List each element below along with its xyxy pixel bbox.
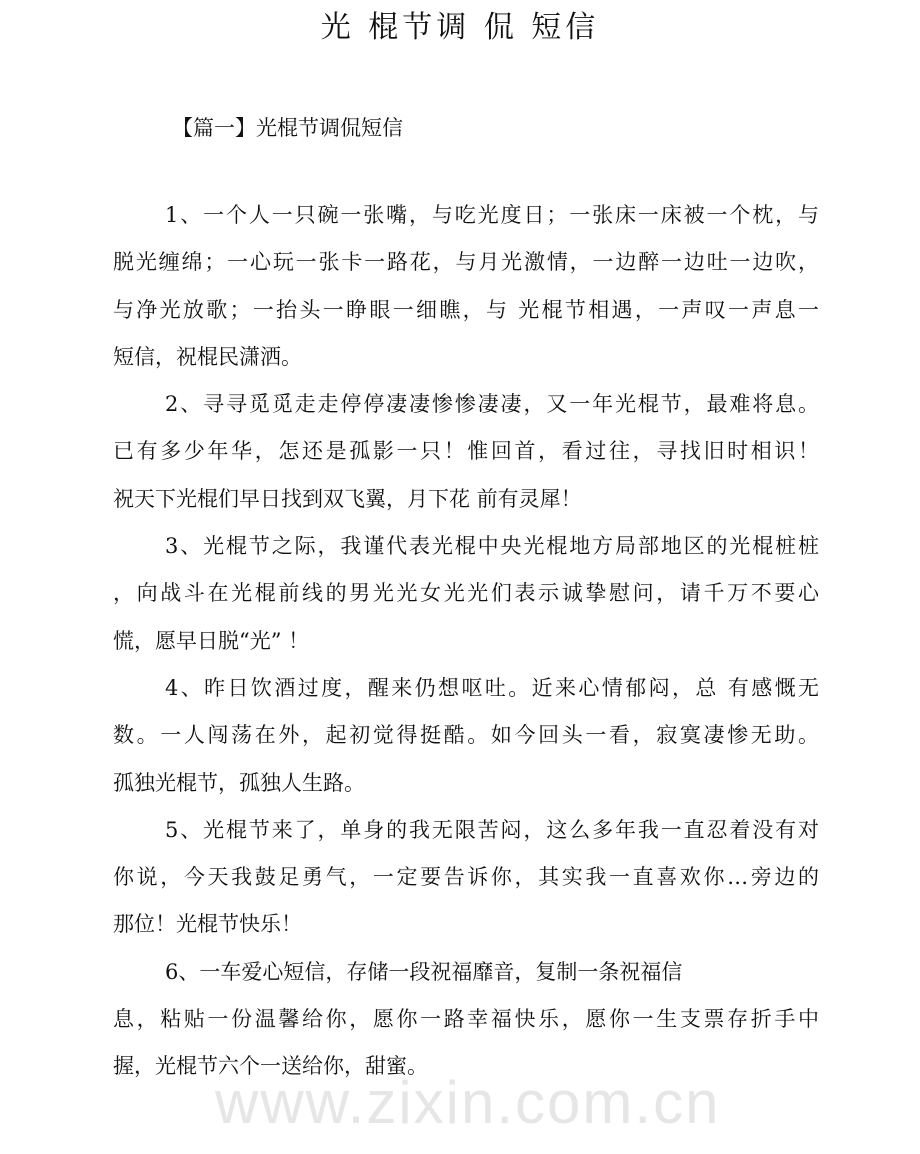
text-line: ，向战斗在光棍前线的男光光女光光们表示诚挚慰问，请千万不要心 — [113, 581, 819, 606]
text-line: 6、一车爱心短信，存储一段祝福靡音，复制一条祝福信 — [165, 959, 683, 984]
section-heading: 【篇一】光棍节调侃短信 — [172, 116, 403, 140]
text-line: 那位！光棍节快乐！ — [113, 912, 302, 937]
text-line: 短信，祝棍民潇洒。 — [113, 344, 302, 369]
text-line: 数。一人闯荡在外，起初觉得挺酷。如今回头一看，寂寞凄惨无助。 — [113, 723, 819, 748]
text-line: 你说，今天我鼓足勇气，一定要告诉你，其实我一直喜欢你…旁边的 — [113, 865, 819, 890]
text-line: 4、昨日饮酒过度，醒来仍想呕吐。近来心情郁闷，总 有感慨无 — [165, 675, 819, 700]
text-line: 孤独光棍节，孤独人生路。 — [113, 770, 365, 795]
text-line: 脱光缠绵；一心玩一张卡一路花，与月光激情，一边醉一边吐一边吹， — [113, 250, 819, 275]
paragraph-3 — [113, 523, 819, 665]
text-line: 已有多少年华，怎还是孤影一只！惟回首，看过往，寻找旧时相识！ — [113, 439, 819, 464]
text-line: 1、一个人一只碗一张嘴，与吃光度日；一张床一床被一个枕，与 — [165, 203, 819, 227]
document-body — [113, 192, 819, 1091]
text-line: 与净光放歌；一抬头一睁眼一细瞧，与 光棍节相遇，一声叹一声息一 — [113, 297, 819, 322]
text-line: 息，粘贴一份温馨给你，愿你一路幸福快乐，愿你一生支票存折手中 — [113, 1007, 819, 1032]
text-line: 5、光棍节来了，单身的我无限苦闷，这么多年我一直忍着没有对 — [165, 817, 819, 842]
text-line: 祝天下光棍们早日找到双飞翼，月下花 前有灵犀！ — [113, 486, 582, 511]
text-line: 3、光棍节之际，我谨代表光棍中央光棍地方局部地区的光棍桩桩 — [165, 534, 819, 559]
watermark: www.zixin.com.cn — [215, 1069, 721, 1136]
paragraph-1 — [113, 192, 819, 381]
paragraph-4 — [113, 665, 819, 807]
text-line: 握，光棍节六个一送给你，甜蜜。 — [113, 1054, 428, 1079]
text-line: 慌，愿早日脱“光” ！ — [113, 628, 310, 653]
document-title: 光 棍节调 侃 短信 — [320, 10, 600, 45]
paragraph-5 — [113, 807, 819, 949]
text-line: 2、寻寻觅觅走走停停凄凄惨惨凄凄，又一年光棍节，最难将息。 — [165, 392, 819, 417]
paragraph-2 — [113, 381, 819, 523]
